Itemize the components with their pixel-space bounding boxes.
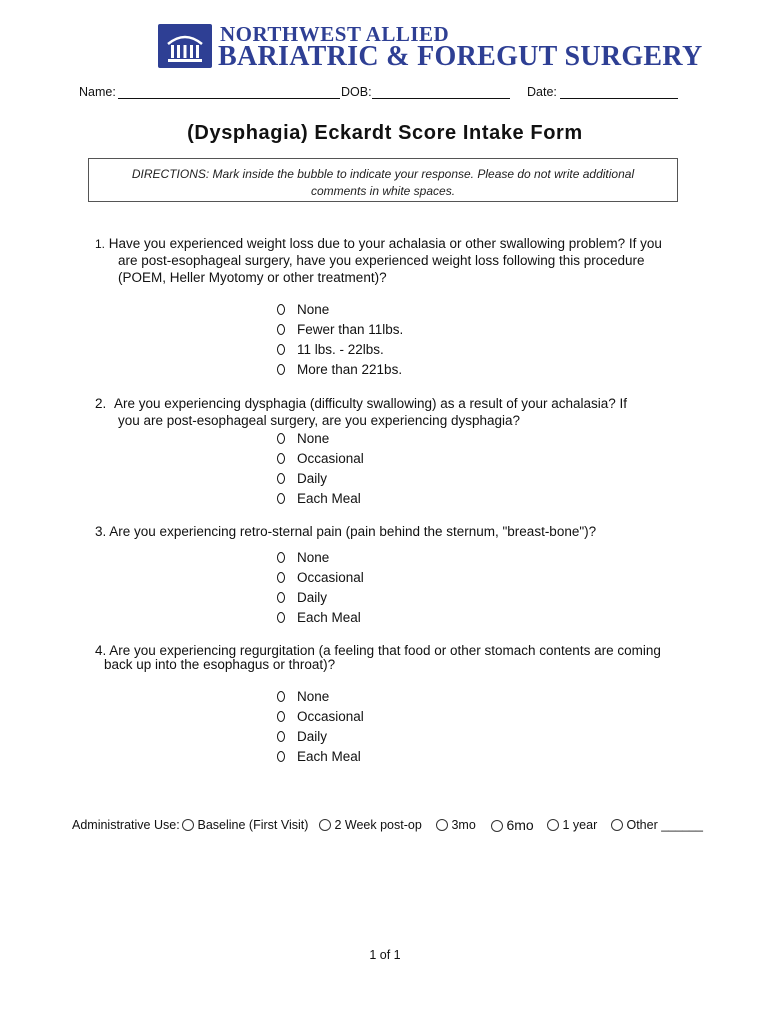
- question-1-number: 1.: [95, 237, 106, 251]
- option-row[interactable]: [277, 300, 403, 320]
- question-2-line2: you are post-esophageal surgery, are you experiencing dysphagia?: [118, 413, 521, 428]
- directions-line1: DIRECTIONS: Mark inside the bubble to indicate your response. Please do not write additional: [131, 167, 635, 181]
- admin-option-other[interactable]: [611, 818, 703, 832]
- date-label: Date:: [527, 85, 557, 99]
- option-label: None: [297, 431, 330, 446]
- radio-icon[interactable]: [611, 819, 623, 831]
- admin-option-3mo[interactable]: [436, 818, 476, 832]
- bubble-icon[interactable]: [277, 612, 285, 623]
- admin-option-6mo[interactable]: [491, 817, 534, 833]
- option-row[interactable]: [277, 320, 403, 340]
- bubble-icon[interactable]: [277, 473, 285, 484]
- form-title: (Dysphagia) Eckardt Score Intake Form: [187, 122, 583, 144]
- date-field[interactable]: [560, 98, 678, 99]
- option-row[interactable]: [277, 340, 403, 360]
- bubble-icon[interactable]: [277, 572, 285, 583]
- org-name-line1: NORTHWEST ALLIED: [220, 22, 450, 46]
- admin-option-2week[interactable]: [319, 818, 422, 832]
- bubble-icon[interactable]: [277, 324, 285, 335]
- question-1-options: [277, 300, 403, 380]
- admin-use-label: Administrative Use:: [72, 818, 180, 832]
- option-row[interactable]: [277, 449, 364, 469]
- dob-field[interactable]: [372, 98, 510, 99]
- admin-option-1year[interactable]: [547, 818, 597, 832]
- name-label: Name:: [79, 85, 116, 99]
- question-2-options: [277, 429, 364, 509]
- option-row[interactable]: [277, 588, 364, 608]
- bubble-icon[interactable]: [277, 751, 285, 762]
- option-row[interactable]: [277, 469, 364, 489]
- directions-box: [88, 158, 678, 202]
- option-row[interactable]: [277, 429, 364, 449]
- option-row[interactable]: [277, 608, 364, 628]
- bubble-icon[interactable]: [277, 433, 285, 444]
- question-4-line1: Are you experiencing regurgitation (a feeling that food or other stomach contents are coming: [109, 643, 661, 658]
- question-4-number: 4.: [95, 643, 107, 658]
- option-row[interactable]: [277, 747, 364, 767]
- option-label: None: [297, 689, 330, 704]
- admin-option-label: Baseline (First Visit): [197, 818, 309, 832]
- option-row[interactable]: [277, 548, 364, 568]
- question-2-line1: Are you experiencing dysphagia (difficulty swallowing) as a result of your achalasia? If: [114, 396, 628, 411]
- radio-icon[interactable]: [547, 819, 559, 831]
- question-4-line2: back up into the esophagus or throat)?: [104, 657, 336, 672]
- question-4-options: [277, 687, 364, 767]
- bubble-icon[interactable]: [277, 711, 285, 722]
- option-label: 11 lbs. - 22lbs.: [297, 342, 384, 357]
- page-number: 1 of 1: [369, 948, 401, 962]
- option-label: Daily: [297, 729, 328, 744]
- bubble-icon[interactable]: [277, 552, 285, 563]
- option-label: Fewer than 11lbs.: [297, 322, 404, 337]
- question-3-options: [277, 548, 364, 628]
- option-label: Each Meal: [297, 610, 361, 625]
- option-label: Occasional: [297, 451, 364, 466]
- option-row[interactable]: [277, 707, 364, 727]
- option-row[interactable]: [277, 568, 364, 588]
- admin-option-label: 3mo: [451, 818, 476, 832]
- bubble-icon[interactable]: [277, 364, 285, 375]
- option-label: More than 221bs.: [297, 362, 403, 377]
- option-label: Daily: [297, 590, 328, 605]
- admin-option-label: 1 year: [562, 818, 598, 832]
- admin-option-label: 2 Week post-op: [334, 818, 422, 832]
- bubble-icon[interactable]: [277, 493, 285, 504]
- radio-icon[interactable]: [182, 819, 194, 831]
- question-2: [95, 395, 627, 412]
- radio-icon[interactable]: [436, 819, 448, 831]
- option-label: Occasional: [297, 570, 364, 585]
- admin-option-label: Other ______: [626, 818, 703, 832]
- question-1-line3: (POEM, Heller Myotomy or other treatment)?: [118, 270, 387, 285]
- radio-icon[interactable]: [491, 820, 503, 832]
- question-1-line1: Have you experienced weight loss due to your achalasia or other swallowing problem? If you: [108, 236, 662, 251]
- columned-building-icon: [158, 24, 212, 68]
- question-3-line1: Are you experiencing retro-sternal pain (pain behind the sternum, "breast-bone")?: [109, 524, 597, 539]
- question-3-number: 3.: [95, 524, 107, 539]
- org-name-line2: BARIATRIC & FOREGUT SURGERY: [218, 41, 703, 72]
- bubble-icon[interactable]: [277, 592, 285, 603]
- name-field[interactable]: [118, 98, 340, 99]
- bubble-icon[interactable]: [277, 453, 285, 464]
- option-label: Daily: [297, 471, 328, 486]
- option-row[interactable]: [277, 727, 364, 747]
- directions-line2: comments in white spaces.: [310, 184, 456, 198]
- bubble-icon[interactable]: [277, 304, 285, 315]
- question-3: [95, 523, 596, 540]
- question-1: [95, 235, 662, 253]
- admin-option-baseline[interactable]: [182, 818, 308, 832]
- option-label: Occasional: [297, 709, 364, 724]
- dob-label: DOB:: [341, 85, 372, 99]
- option-row[interactable]: [277, 687, 364, 707]
- option-label: None: [297, 550, 330, 565]
- bubble-icon[interactable]: [277, 691, 285, 702]
- logo: [158, 24, 212, 68]
- question-1-line2: are post-esophageal surgery, have you experienced weight loss following this procedure: [118, 253, 645, 268]
- option-label: None: [297, 302, 330, 317]
- option-row[interactable]: [277, 489, 364, 509]
- option-row[interactable]: [277, 360, 403, 380]
- question-2-number: 2.: [95, 396, 107, 411]
- bubble-icon[interactable]: [277, 731, 285, 742]
- bubble-icon[interactable]: [277, 344, 285, 355]
- option-label: Each Meal: [297, 491, 361, 506]
- option-label: Each Meal: [297, 749, 361, 764]
- radio-icon[interactable]: [319, 819, 331, 831]
- admin-option-label: 6mo: [506, 817, 534, 833]
